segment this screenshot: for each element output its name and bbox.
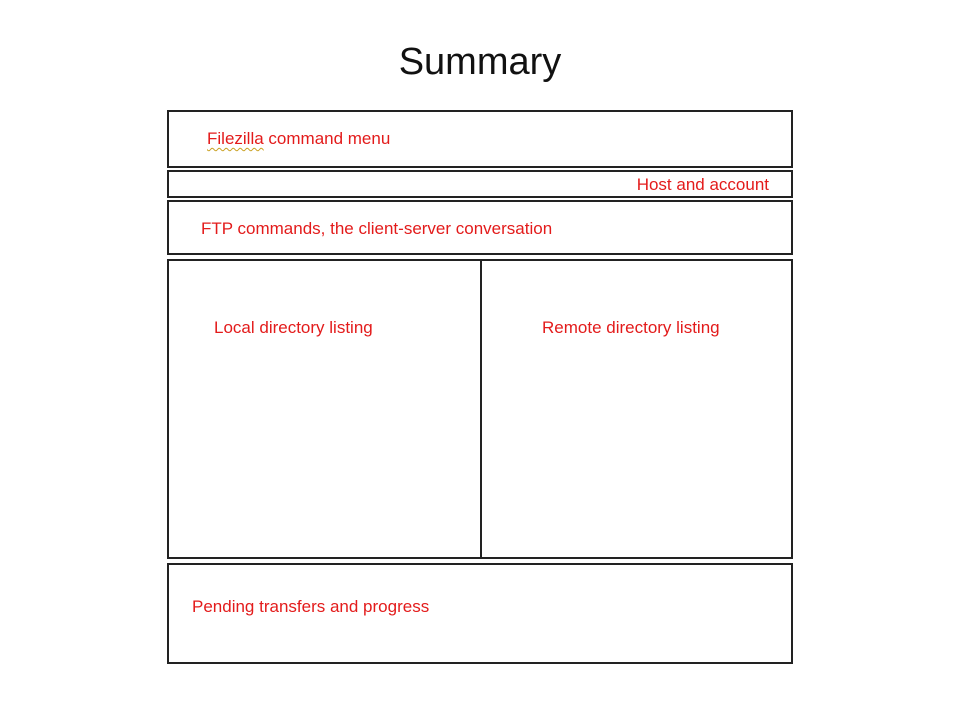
command-menu-label-rest: command menu bbox=[263, 129, 391, 148]
local-listing-region bbox=[167, 259, 482, 559]
remote-listing-label: Remote directory listing bbox=[542, 318, 720, 337]
pending-transfers-region bbox=[167, 563, 793, 664]
command-menu-label bbox=[207, 129, 390, 149]
command-menu-region bbox=[167, 110, 793, 168]
host-account-label: Host and account bbox=[636, 175, 769, 194]
ftp-commands-label: FTP commands, the client-server conversation bbox=[201, 219, 553, 238]
pending-transfers-label: Pending transfers and progress bbox=[192, 597, 430, 616]
ftp-commands-region bbox=[167, 200, 793, 255]
slide-title: Summary bbox=[398, 41, 562, 83]
remote-listing-region bbox=[480, 259, 793, 559]
local-listing-label: Local directory listing bbox=[214, 318, 373, 337]
host-account-region bbox=[167, 170, 793, 198]
filezilla-word: Filezilla bbox=[207, 129, 264, 148]
